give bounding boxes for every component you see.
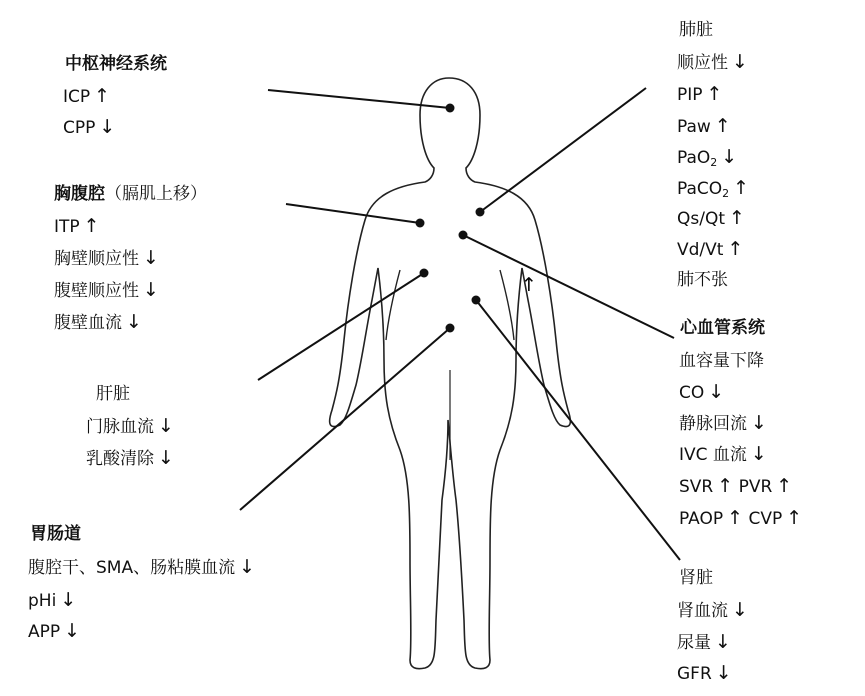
lung-item: [677, 147, 737, 173]
lung-item: [677, 116, 731, 137]
cns-item-text: ICP: [63, 87, 91, 107]
gi-item-text: pHi: [28, 591, 57, 611]
lung-item: [677, 239, 743, 260]
dot-liver: [420, 269, 429, 278]
down-arrow-icon: ↓: [239, 556, 256, 578]
lung-item: [677, 208, 745, 229]
lung-item-text: PaO: [677, 148, 711, 168]
liver-item-text: 门脉血流: [86, 417, 154, 437]
gi-item: [28, 621, 80, 642]
up-arrow-icon: ↑: [733, 177, 750, 199]
gi-item-text: APP: [28, 622, 61, 642]
lung-item-text: Paw: [677, 117, 711, 137]
down-arrow-icon: ↓: [708, 381, 725, 403]
up-arrow-icon: ↑: [94, 85, 111, 107]
up-arrow-icon: ↑: [706, 83, 723, 105]
down-arrow-icon: ↓: [750, 443, 767, 465]
liver-item: [86, 448, 174, 469]
thorax-item: [54, 216, 100, 237]
dot-gi: [446, 324, 455, 333]
thorax-item-text: 腹壁顺应性: [54, 281, 139, 301]
dot-lung: [476, 208, 485, 217]
down-arrow-icon: ↓: [64, 620, 81, 642]
down-arrow-icon: ↓: [99, 116, 116, 138]
down-arrow-icon: ↓: [143, 247, 159, 269]
down-arrow-icon: ↓: [732, 599, 748, 621]
thorax-note: （膈肌上移）: [105, 184, 207, 204]
thorax-item: [54, 280, 159, 301]
liver-item-text: 乳酸清除: [86, 449, 154, 469]
leader-thorax: [286, 204, 420, 223]
kidney-title: 肾脏: [679, 568, 713, 588]
lung-item: [677, 178, 749, 204]
cardio-item: [679, 444, 767, 465]
down-arrow-icon: ↓: [721, 146, 738, 168]
kidney-item: [677, 600, 748, 621]
up-arrow-icon: ↑: [729, 207, 745, 229]
thorax-item-text: 胸壁顺应性: [54, 249, 139, 269]
thorax-title: 胸腹腔: [54, 184, 105, 204]
cns-item: [63, 117, 115, 138]
right-arm-inner: [500, 270, 514, 340]
gi-item: [28, 557, 255, 578]
kidney-item: [677, 632, 731, 653]
up-arrow-icon: ↑: [776, 475, 793, 497]
up-arrow-icon: ↑: [727, 238, 744, 260]
kidney-item-text: GFR: [677, 664, 712, 684]
thorax-item-text: ITP: [54, 217, 80, 237]
lung-title: 肺脏: [679, 20, 713, 40]
down-arrow-icon: ↓: [732, 51, 748, 73]
dot-brain: [446, 104, 455, 113]
thorax-heading: [54, 184, 207, 204]
lung-item-text: PaCO: [677, 179, 723, 199]
cns-item: [63, 86, 110, 107]
dot-heart: [459, 231, 468, 240]
lung-item-text: 肺不张: [677, 270, 728, 290]
thorax-item-text: 腹壁血流: [54, 313, 122, 333]
cardio-item: [679, 382, 724, 403]
liver-title: 肝脏: [96, 384, 130, 404]
up-arrow-icon: ↑: [83, 215, 100, 237]
cardio-item-text: IVC 血流: [679, 445, 747, 465]
cardio-item-text: 血容量下降: [679, 351, 764, 371]
lung-item: [677, 270, 728, 290]
kidney-item-text: 尿量: [677, 633, 711, 653]
left-arm-inner: [386, 270, 400, 340]
dot-kidney: [472, 296, 481, 305]
down-arrow-icon: ↓: [158, 415, 174, 437]
thorax-item: [54, 248, 159, 269]
cns-item-text: CPP: [63, 118, 96, 138]
up-arrow-icon: ↑: [714, 115, 731, 137]
up-arrow-icon: ↑: [727, 507, 744, 529]
leader-lung: [480, 88, 646, 212]
kidney-item-text: 肾血流: [677, 601, 728, 621]
cns-title: 中枢神经系统: [65, 54, 167, 74]
lung-item-text: 顺应性: [677, 53, 728, 73]
up-arrow-icon: ↑: [786, 507, 803, 529]
dot-thorax: [416, 219, 425, 228]
down-arrow-icon: ↓: [751, 412, 767, 434]
subscript: 2: [710, 156, 718, 169]
liver-item: [86, 416, 174, 437]
lung-item-text: Vd/Vt: [677, 240, 724, 260]
cardio-item-text: PVR: [738, 477, 773, 497]
cardio-item-text: CO: [679, 383, 705, 403]
gi-title: 胃肠道: [30, 524, 81, 544]
down-arrow-icon: ↓: [715, 662, 732, 684]
gi-item-text: 腹腔干、SMA、肠粘膜血流: [28, 558, 236, 578]
cardio-item: [679, 476, 792, 497]
down-arrow-icon: ↓: [715, 631, 731, 653]
cardio-item: [679, 413, 767, 434]
subscript: 2: [722, 187, 730, 200]
stray-up-arrow-icon: ↑: [521, 274, 537, 296]
cardio-item-text: PAOP: [679, 509, 724, 529]
thorax-item: [54, 312, 142, 333]
lung-item-text: PIP: [677, 85, 703, 105]
kidney-item: [677, 663, 732, 684]
cardio-item-text: 静脉回流: [679, 414, 747, 434]
cardio-item: [679, 508, 802, 529]
down-arrow-icon: ↓: [60, 589, 77, 611]
cardio-item: [679, 351, 764, 371]
gi-item: [28, 590, 76, 611]
cardio-item-text: SVR: [679, 477, 714, 497]
lung-item-text: Qs/Qt: [677, 209, 726, 229]
cardio-item-text: CVP: [748, 509, 783, 529]
lung-item: [677, 52, 748, 73]
leader-gi: [240, 328, 450, 510]
down-arrow-icon: ↓: [158, 447, 174, 469]
down-arrow-icon: ↓: [143, 279, 159, 301]
up-arrow-icon: ↑: [717, 475, 734, 497]
lung-item: [677, 84, 722, 105]
cardio-title: 心血管系统: [680, 318, 765, 338]
down-arrow-icon: ↓: [126, 311, 142, 333]
